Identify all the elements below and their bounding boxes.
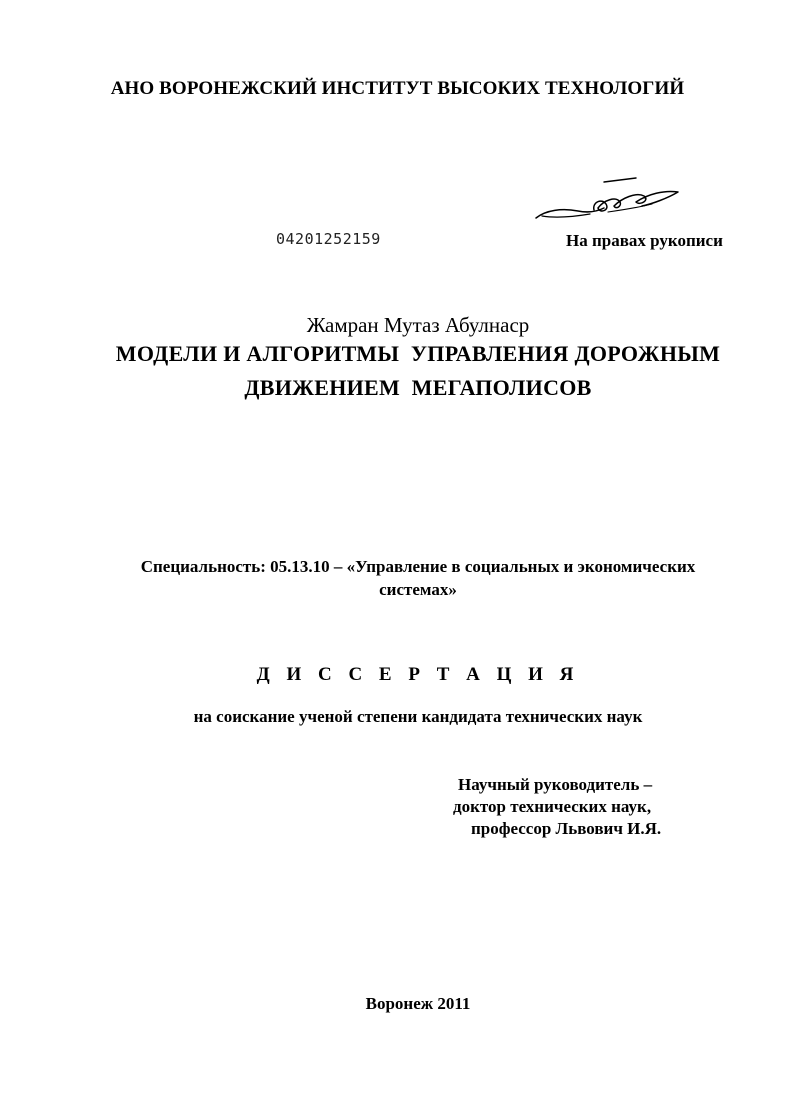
advisor-role: Научный руководитель – xyxy=(458,775,653,794)
advisor-name: профессор Львович И.Я. xyxy=(471,819,662,838)
dissertation-title-line-1: МОДЕЛИ И АЛГОРИТМЫ УПРАВЛЕНИЯ ДОРОЖНЫМ xyxy=(115,341,721,366)
dissertation-title-line-2: ДВИЖЕНИЕМ МЕГАПОЛИСОВ xyxy=(244,375,592,400)
handwritten-signature xyxy=(532,172,682,228)
manuscript-rights-label: На правах рукописи xyxy=(566,231,723,250)
specialty-line-1: Специальность: 05.13.10 – «Управление в социальных и экономических xyxy=(140,557,696,576)
degree-subtitle: на соискание ученой степени кандидата технических наук xyxy=(193,707,643,726)
institute-name: АНО ВОРОНЕЖСКИЙ ИНСТИТУТ ВЫСОКИХ ТЕХНОЛОГИЙ xyxy=(110,78,685,99)
document-type-heading: Д И С С Е Р Т А Ц И Я xyxy=(256,664,580,685)
catalog-number: 04201252159 xyxy=(276,230,381,248)
author-name: Жамран Мутаз Абулнаср xyxy=(306,313,530,337)
city-year: Воронеж 2011 xyxy=(365,994,471,1013)
specialty-line-2: системах» xyxy=(379,580,457,599)
advisor-degree: доктор технических наук, xyxy=(453,797,652,816)
